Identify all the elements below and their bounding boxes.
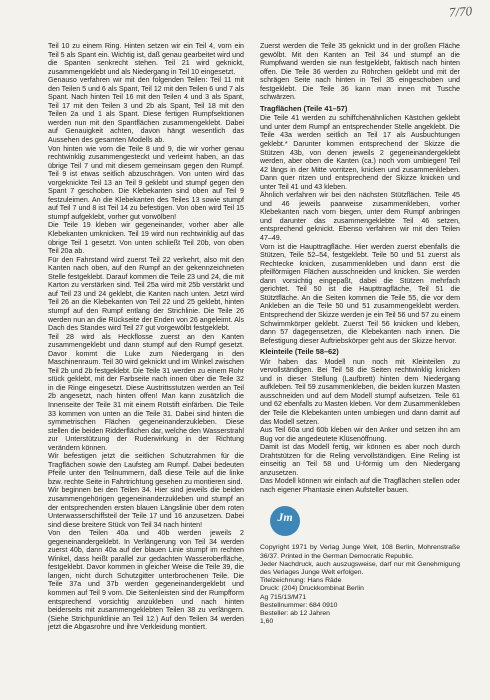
paragraph: Ähnlich verfahren wir bei den nächsten Stützflächen. Teile 45 und 46 jeweils paarweise zusammenkleben, vorher Klebekanten nach vorn biegen, unter dem Rumpf anbringen und darunter das zusammengeklebte Teil 46 setzen, entsprechend geknickt. Ebenso verfahren wir mit den Teilen 47–49. <box>260 191 460 243</box>
paragraph: Wir befestigen jetzt die seitlichen Schutzrahmen für die Tragflächen sowie den Laufsteg am Rumpf. Dabei bedeuten Pfeile unter den Teilnummern, daß diese Teile auf die linke bzw. rechte Seite in Fahrtrichtung gesehen zu montieren sind. <box>48 452 244 486</box>
paragraph: Zuerst werden die Teile 35 geknickt und in der großen Fläche gewölbt. Mit den Kanten an Teil 34 und stumpf an die Rumpfwand werden sie nun festgeklebt, faktisch nach hinten offen. Die Teile 36 werden zu Röhrchen geklebt und mit der schrägen Seite nach hinten in Teil 35 eingeschoben und festgeklebt. Die Teile 36 kann man innen mit Tusche schwärzen. <box>260 42 460 102</box>
paragraph: Teil 10 zu einem Ring. Hinten setzen wir ein Teil 4, vorn ein Teil 5 als Spant ein. Wichtig ist, daß genau gearbeitet wird und die Spanten senkrecht stehen. Teil 21 wird geknickt, zusammengeklebt und als Niedergang in Teil 10 eingesetzt. <box>48 42 244 76</box>
imprint-age: Besteller: ab 12 Jahren <box>260 610 330 618</box>
imprint-title-drawing: Titelzeichnung: Hans Räde <box>260 577 342 585</box>
logo-text: Jm <box>277 510 293 525</box>
publisher-logo <box>270 506 300 536</box>
paragraph: Wir beginnen bei den Teilen 34. Hier sind jeweils die beiden zusammengehörigen gegeneinanderzukleben und stumpf an der entsprechenden ersten blauen Längslinie über dem roten Unterwasserschiffsteil der Teile 17 und 16 anzusetzen. Dabei sind diese breitere Stück von Teil 34 nach hinten! <box>48 486 244 529</box>
paragraph: Genauso verfahren wir mit den folgenden Teilen: Teil 11 mit den Teilen 5 und 6 als Spant, Teil 12 mit den Teilen 6 und 7 als Spant. Nach hinten Teil 16 mit den Teilen 4 und 3 als Spant, Teil 17 mit den Teilen 3 und 2b als Spant, Teil 18 mit den Teilen 2a und 1 als Spant. Diese fertigen Rumpfsektionen werden nun mit den Spantflächen zusammengeklebt. Dabei auf Genauigkeit achten, davon hängt wesentlich das Aussehen des gesamten Modells ab. <box>48 76 245 145</box>
section-heading-kleinteile: Kleinteile (Teile 58–62) <box>260 347 339 357</box>
page-number: 7/70 <box>448 3 473 20</box>
paragraph: Für den Fahrstand wird zuerst Teil 22 verkehrt, also mit den Kanten nach oben, auf den Rumpf an der gekennzeichneten Stelle festgeklebt. Darauf kommen die Teile 23 und 24, die mit Karton zu verstärken sind. Teil 25a wird mit 25b verstärkt und auf Teil 23 und 24 geklebt, die Kanten nach unten. Jetzt wird Teil 26 an die Klebekanten von Teil 22 und 25 geklebt, hinten stumpf auf den Rumpf entlang der Strichlinie. Die Teile 26 werden nun an die Rückseite der Enden von 26 angeleimt. Als Dach des Standes wird Teil 27 gut vorgewölbt festgeklebt. <box>48 255 244 333</box>
paragraph: Vorn ist die Haupttragfläche. Hier werden zuerst ebenfalls die Stützen, Teile 52–54, festgeklebt. Teile 50 und 51 zuerst als Rechtecke knicken, zusammenkleben und dann erst die pfeilförmigen Flächen ausschneiden und knicken. Sie werden dann vorsichtig eingepaßt, dabei die Stützen mehrfach gerichtet. Teil 50 ist die Haupttragfläche, Teil 51 die Stütztfläche. An die Seiten kommen die Teile 55, die vor dem Ankleben an die Teile 50 und 51 zusammengeklebt werden. Entsprechend der Skizze werden je ein Teil 56 und 57 zu einem Schwimmkörper geklebt. Zuerst Teil 56 knicken und kleben, dann 57 dagegensetzen, die Klebekanten nach innen. Die Befestigung dieser Auftriebskörper geht aus der Skizze hervor. <box>260 242 460 345</box>
paragraph: Damit ist das Modell fertig, wir können es aber noch durch Drahtstützen für die Reling vervollständigen. Eine Reling ist einseitig an Teil 58 und U-förmig um den Niedergang anzusetzen. <box>260 443 460 477</box>
imprint-printer: Druck: (204) Druckkombinat Berlin <box>260 585 364 593</box>
left-column <box>48 42 244 632</box>
paragraph: Das Modell können wir einfach auf die Tragflächen stellen oder nach eigener Phantasie einen Aufsteller bauen. <box>260 477 460 494</box>
paragraph: Wir haben das Modell nun noch mit Kleinteilen zu vervollständigen. Bei Teil 58 die Seiten rechtwinklig knicken und in dieser Stellung (Laufbrett) hinten dem Niedergang aufkleben. Teil 59 zusammenkleben, die beiden kurzen Masten ausschneiden und auf dem Modell stumpf aufsetzen. Teile 61 und 62 ebenfalls zu Masten kleben. Vor dem Zusammenkleben der Teile die Klebekanten unten umbiegen und dann damit auf das Modell setzen. <box>260 357 460 426</box>
paragraph: Aus Teil 60a und 60b kleben wir den Anker und setzen ihn am Bug vor die angedeutete Klüsenöffnung. <box>260 426 460 443</box>
imprint-license: Ag 715/13/M71 <box>260 593 307 601</box>
paragraph: Teil 28 wird als Heckflosse zuerst an den Kanten zusammengeklebt und dann stumpf auf den Rumpf gesetzt. Davor kommt die Luke zum Niedergang in den Maschinenraum. Teil 30 wird geknickt und im Winkel zwischen Teil 2b und 2b festgeklebt. Die Teile 31 werden zu einem Rohr stück geklebt, mit der Farbseite nach innen über die Teile 32 in die Ringe eingesetzt. Diese Austrittsstutzen werden an Teil 2b angesetzt, nach hinten offen! Man kann zusätzlich die Innenseite der Teile 31 mit einem Rotstift einfärben. Die Teile 33 kommen von unten an die Teile 31. Dabei sind hinten die symmetrischen Flächen gegeneinanderzukleben. Diese stellen die beiden Ridderflächen dar, welche den Wasserstrahl zur Unterstützung der Ruderwirkung in der Richtung verändern können. <box>48 332 244 452</box>
paragraph: Von den Teilen 40a und 40b werden jeweils 2 gegeneinandergeklebt. In Verlängerung von Teil 34 werden zuerst 40b, dann 40a auf der blauen Linie stumpf im rechten Winkel, dass heißt parallel zur gedachten Wasseroberfläche, festgeklebt. Davor kommen in gleicher Weise die Teile 39, die langen, nicht durch Schutzgitter unterbrochenen Teile. Die Teile 37a und 37b werden gegeneinandergeklebt und kommen auf Teil 9 vorn. Die Seitenleisten sind der Rumpfform entsprechend vorsichtig anzukleben und nach hinten beiderseits mit zusammengeklebten Teilen 38 zu verlängern. (Siehe Strichpunktlinie an Teil 12.) Auf den Teilen 34 werden jetzt die Abgasrohre und ihre Verkleidung montiert. <box>48 529 244 632</box>
imprint-order-number: Bestellnummer: 684 0910 <box>260 601 338 609</box>
paragraph: Die Teile 41 werden zu schiffchenähnlichen Kästchen geklebt und unter dem Rumpf an entsprechender Stelle angeklebt. Die Teile 43a werden seitlich an Teil 17 als Ausbuchtungen geklebt.* Darunter kommen entsprechend der Skizze die Stützen 43b, von denen jeweils 2 gegeneinandergeklebt werden, aber oben die Kanten (ca.) noch vom umbiegen! Teil 42 längs in der Mitte vorritzen, knicken und zusammenkleben. Dann quer ritzen und entsprechend der Skizze knicken und unter Teil 41 und 43 kleben. <box>260 114 460 191</box>
imprint-copyright: Copyright 1971 by Verlag Junge Welt, 108 Berlin, Mohrenstraße 36/37. Printed in the German Democratic Republic. <box>260 544 460 560</box>
paragraph: Von hinten wie vorn die Teile 8 und 9, die wir vorher genau rechtwinklig zusammengesteckt und verleimt haben, an das übrige Teil 7 und mit diesem gemeinsam gegen den Rumpf. Teil 9 ist etwas seitlich abzuschrägen. Von unten wird das vorgeknickte Teil 13 an Teil 9 geklebt und stumpf gegen den Spant 7 geschoben. Die Klebekanten sind oben auf Teil 9 festzuleimen. An die Klebekanten des Teiles 13 sowie stumpf auf Teil 7 und 8 ist Teil 14 zu befestigen. Von oben wird Teil 15 stumpf aufgeklebt, vorher gut vorwölben! <box>48 144 244 221</box>
imprint-reprint-notice: Jeder Nachdruck, auch auszugsweise, darf nur mit Genehmigung des Verlages Junge Welt erfolgen. <box>260 560 460 577</box>
imprint-price: 1,60 <box>260 618 274 626</box>
section-heading-tragflaechen: Tragflächen (Teile 41–57) <box>260 103 348 113</box>
paragraph: Die Teile 19 kleben wir gegeneinander, vorher aber alle Klebekanten umknicken. Teil 19 wird nun rechtwinklig auf das übrige Teil 1 gesetzt. Von unten schließt Teil 20b, von oben Teil 20a ab. <box>48 221 244 256</box>
right-column <box>260 42 460 626</box>
imprint <box>260 544 460 626</box>
